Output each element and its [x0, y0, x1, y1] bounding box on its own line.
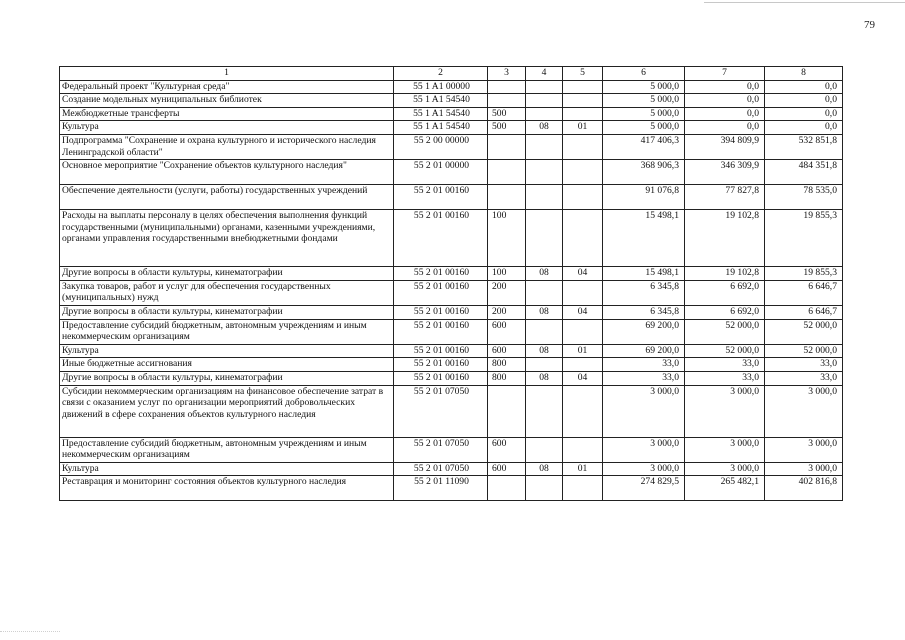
- row-name-cell: Предоставление субсидий бюджетным, автономным учреждениям и иным некоммерческим организациям: [60, 437, 394, 462]
- expense-type-cell: 100: [488, 267, 526, 281]
- col-header-1: 1: [60, 67, 394, 81]
- row-name-cell: Основное мероприятие "Сохранение объектов культурного наследия": [60, 160, 394, 185]
- table-row: [60, 462, 843, 476]
- expense-type-cell: 800: [488, 358, 526, 372]
- expense-type-cell: [488, 160, 526, 185]
- amount-year2-cell: 3 000,0: [685, 437, 765, 462]
- amount-year2-cell: 346 309,9: [685, 160, 765, 185]
- target-article-cell: 55 1 A1 00000: [394, 80, 488, 94]
- table-row: [60, 185, 843, 210]
- amount-year3-cell: 52 000,0: [765, 319, 843, 344]
- target-article-cell: 55 2 01 00160: [394, 344, 488, 358]
- subsection-cell: [563, 160, 603, 185]
- section-cell: [526, 437, 563, 462]
- expense-type-cell: 200: [488, 280, 526, 305]
- row-name-cell: Федеральный проект "Культурная среда": [60, 80, 394, 94]
- expense-type-cell: 600: [488, 319, 526, 344]
- section-cell: 08: [526, 462, 563, 476]
- table-row: [60, 371, 843, 385]
- expense-type-cell: 800: [488, 371, 526, 385]
- amount-year1-cell: 6 345,8: [603, 305, 685, 319]
- amount-year2-cell: 3 000,0: [685, 462, 765, 476]
- amount-year1-cell: 274 829,5: [603, 476, 685, 501]
- col-header-8: 8: [765, 67, 843, 81]
- expense-type-cell: 500: [488, 107, 526, 121]
- section-cell: [526, 107, 563, 121]
- amount-year3-cell: 33,0: [765, 358, 843, 372]
- row-name-cell: Другие вопросы в области культуры, кинематографии: [60, 305, 394, 319]
- amount-year2-cell: 33,0: [685, 371, 765, 385]
- amount-year2-cell: 52 000,0: [685, 319, 765, 344]
- header-row: [60, 67, 843, 81]
- section-cell: [526, 210, 563, 267]
- expense-type-cell: 600: [488, 344, 526, 358]
- target-article-cell: 55 2 01 00160: [394, 280, 488, 305]
- row-name-cell: Расходы на выплаты персоналу в целях обеспечения выполнения функций государственными (муниципальными) органами, казенными учреждениями, органами управления государственными внебюджетными фондами: [60, 210, 394, 267]
- section-cell: 08: [526, 371, 563, 385]
- col-header-2: 2: [394, 67, 488, 81]
- subsection-cell: 04: [563, 267, 603, 281]
- amount-year3-cell: 484 351,8: [765, 160, 843, 185]
- amount-year3-cell: 402 816,8: [765, 476, 843, 501]
- table-row: [60, 134, 843, 159]
- page-number: 79: [864, 19, 875, 31]
- amount-year2-cell: 77 827,8: [685, 185, 765, 210]
- amount-year3-cell: 3 000,0: [765, 437, 843, 462]
- row-name-cell: Обеспечение деятельности (услуги, работы) государственных учреждений: [60, 185, 394, 210]
- table-row: [60, 267, 843, 281]
- subsection-cell: [563, 319, 603, 344]
- expense-type-cell: [488, 385, 526, 437]
- table-row: [60, 476, 843, 501]
- amount-year3-cell: 19 855,3: [765, 210, 843, 267]
- target-article-cell: 55 2 01 00160: [394, 305, 488, 319]
- target-article-cell: 55 2 01 07050: [394, 437, 488, 462]
- row-name-cell: Создание модельных муниципальных библиотек: [60, 94, 394, 108]
- col-header-5: 5: [563, 67, 603, 81]
- row-name-cell: Предоставление субсидий бюджетным, автономным учреждениям и иным некоммерческим организациям: [60, 319, 394, 344]
- subsection-cell: [563, 107, 603, 121]
- subsection-cell: 01: [563, 344, 603, 358]
- col-header-6: 6: [603, 67, 685, 81]
- expense-type-cell: 500: [488, 121, 526, 135]
- amount-year1-cell: 417 406,3: [603, 134, 685, 159]
- amount-year3-cell: 52 000,0: [765, 344, 843, 358]
- table-row: [60, 94, 843, 108]
- target-article-cell: 55 2 01 00160: [394, 267, 488, 281]
- section-cell: [526, 80, 563, 94]
- section-cell: 08: [526, 121, 563, 135]
- row-name-cell: Иные бюджетные ассигнования: [60, 358, 394, 372]
- amount-year1-cell: 5 000,0: [603, 107, 685, 121]
- amount-year1-cell: 368 906,3: [603, 160, 685, 185]
- section-cell: 08: [526, 344, 563, 358]
- amount-year2-cell: 0,0: [685, 121, 765, 135]
- amount-year2-cell: 265 482,1: [685, 476, 765, 501]
- row-name-cell: Межбюджетные трансферты: [60, 107, 394, 121]
- amount-year3-cell: 3 000,0: [765, 462, 843, 476]
- amount-year1-cell: 3 000,0: [603, 437, 685, 462]
- target-article-cell: 55 2 00 00000: [394, 134, 488, 159]
- amount-year3-cell: 532 851,8: [765, 134, 843, 159]
- section-cell: [526, 476, 563, 501]
- col-header-7: 7: [685, 67, 765, 81]
- target-article-cell: 55 1 A1 54540: [394, 107, 488, 121]
- amount-year3-cell: 0,0: [765, 94, 843, 108]
- subsection-cell: [563, 80, 603, 94]
- amount-year2-cell: 6 692,0: [685, 280, 765, 305]
- row-name-cell: Другие вопросы в области культуры, кинематографии: [60, 267, 394, 281]
- subsection-cell: [563, 280, 603, 305]
- amount-year2-cell: 6 692,0: [685, 305, 765, 319]
- amount-year3-cell: 0,0: [765, 121, 843, 135]
- row-name-cell: Реставрация и мониторинг состояния объектов культурного наследия: [60, 476, 394, 501]
- footer-mark: [0, 631, 60, 632]
- target-article-cell: 55 2 01 00160: [394, 210, 488, 267]
- amount-year2-cell: 33,0: [685, 358, 765, 372]
- target-article-cell: 55 1 A1 54540: [394, 94, 488, 108]
- amount-year1-cell: 33,0: [603, 371, 685, 385]
- table-row: [60, 160, 843, 185]
- amount-year2-cell: 0,0: [685, 94, 765, 108]
- table-row: [60, 107, 843, 121]
- expense-type-cell: [488, 94, 526, 108]
- budget-table: [59, 66, 843, 501]
- table-row: [60, 385, 843, 437]
- amount-year1-cell: 3 000,0: [603, 462, 685, 476]
- section-cell: [526, 385, 563, 437]
- amount-year1-cell: 5 000,0: [603, 94, 685, 108]
- row-name-cell: Подпрограмма "Сохранение и охрана культурного и исторического наследия Ленинградской области": [60, 134, 394, 159]
- target-article-cell: 55 2 01 00160: [394, 185, 488, 210]
- subsection-cell: [563, 134, 603, 159]
- amount-year1-cell: 69 200,0: [603, 319, 685, 344]
- amount-year3-cell: 0,0: [765, 107, 843, 121]
- subsection-cell: 01: [563, 462, 603, 476]
- target-article-cell: 55 2 01 07050: [394, 462, 488, 476]
- amount-year2-cell: 0,0: [685, 107, 765, 121]
- expense-type-cell: 600: [488, 462, 526, 476]
- row-name-cell: Другие вопросы в области культуры, кинематографии: [60, 371, 394, 385]
- amount-year2-cell: 0,0: [685, 80, 765, 94]
- amount-year1-cell: 5 000,0: [603, 80, 685, 94]
- table-row: [60, 437, 843, 462]
- expense-type-cell: 600: [488, 437, 526, 462]
- target-article-cell: 55 2 01 00160: [394, 371, 488, 385]
- col-header-3: 3: [488, 67, 526, 81]
- col-header-4: 4: [526, 67, 563, 81]
- subsection-cell: 01: [563, 121, 603, 135]
- subsection-cell: [563, 476, 603, 501]
- amount-year1-cell: 6 345,8: [603, 280, 685, 305]
- section-cell: [526, 94, 563, 108]
- table-row: [60, 319, 843, 344]
- amount-year1-cell: 3 000,0: [603, 385, 685, 437]
- section-cell: 08: [526, 267, 563, 281]
- target-article-cell: 55 2 01 00160: [394, 319, 488, 344]
- subsection-cell: [563, 185, 603, 210]
- amount-year3-cell: 6 646,7: [765, 305, 843, 319]
- expense-type-cell: 100: [488, 210, 526, 267]
- subsection-cell: [563, 358, 603, 372]
- amount-year2-cell: 394 809,9: [685, 134, 765, 159]
- subsection-cell: [563, 94, 603, 108]
- top-rule: [704, 2, 905, 3]
- amount-year2-cell: 3 000,0: [685, 385, 765, 437]
- subsection-cell: [563, 385, 603, 437]
- expense-type-cell: [488, 476, 526, 501]
- subsection-cell: 04: [563, 371, 603, 385]
- table-row: [60, 210, 843, 267]
- expense-type-cell: [488, 80, 526, 94]
- target-article-cell: 55 2 01 00000: [394, 160, 488, 185]
- amount-year3-cell: 0,0: [765, 80, 843, 94]
- table-row: [60, 305, 843, 319]
- subsection-cell: [563, 437, 603, 462]
- amount-year3-cell: 6 646,7: [765, 280, 843, 305]
- amount-year2-cell: 52 000,0: [685, 344, 765, 358]
- table-row: [60, 344, 843, 358]
- row-name-cell: Субсидии некоммерческим организациям на финансовое обеспечение затрат в связи с оказанием услуг по организации мероприятий добровольческих движений в сфере сохранения объектов культурного наследия: [60, 385, 394, 437]
- expense-type-cell: [488, 185, 526, 210]
- target-article-cell: 55 1 A1 54540: [394, 121, 488, 135]
- row-name-cell: Закупка товаров, работ и услуг для обеспечения государственных (муниципальных) нужд: [60, 280, 394, 305]
- amount-year2-cell: 19 102,8: [685, 210, 765, 267]
- table-row: [60, 358, 843, 372]
- subsection-cell: 04: [563, 305, 603, 319]
- amount-year1-cell: 15 498,1: [603, 267, 685, 281]
- expense-type-cell: [488, 134, 526, 159]
- section-cell: [526, 280, 563, 305]
- section-cell: [526, 319, 563, 344]
- section-cell: [526, 160, 563, 185]
- table-row: [60, 80, 843, 94]
- amount-year1-cell: 5 000,0: [603, 121, 685, 135]
- row-name-cell: Культура: [60, 121, 394, 135]
- amount-year3-cell: 3 000,0: [765, 385, 843, 437]
- table-row: [60, 121, 843, 135]
- section-cell: [526, 134, 563, 159]
- amount-year3-cell: 33,0: [765, 371, 843, 385]
- amount-year1-cell: 69 200,0: [603, 344, 685, 358]
- section-cell: [526, 185, 563, 210]
- amount-year1-cell: 15 498,1: [603, 210, 685, 267]
- row-name-cell: Культура: [60, 344, 394, 358]
- table-row: [60, 280, 843, 305]
- amount-year1-cell: 91 076,8: [603, 185, 685, 210]
- target-article-cell: 55 2 01 07050: [394, 385, 488, 437]
- section-cell: [526, 358, 563, 372]
- target-article-cell: 55 2 01 00160: [394, 358, 488, 372]
- subsection-cell: [563, 210, 603, 267]
- amount-year3-cell: 19 855,3: [765, 267, 843, 281]
- amount-year2-cell: 19 102,8: [685, 267, 765, 281]
- section-cell: 08: [526, 305, 563, 319]
- amount-year3-cell: 78 535,0: [765, 185, 843, 210]
- row-name-cell: Культура: [60, 462, 394, 476]
- target-article-cell: 55 2 01 11090: [394, 476, 488, 501]
- expense-type-cell: 200: [488, 305, 526, 319]
- amount-year1-cell: 33,0: [603, 358, 685, 372]
